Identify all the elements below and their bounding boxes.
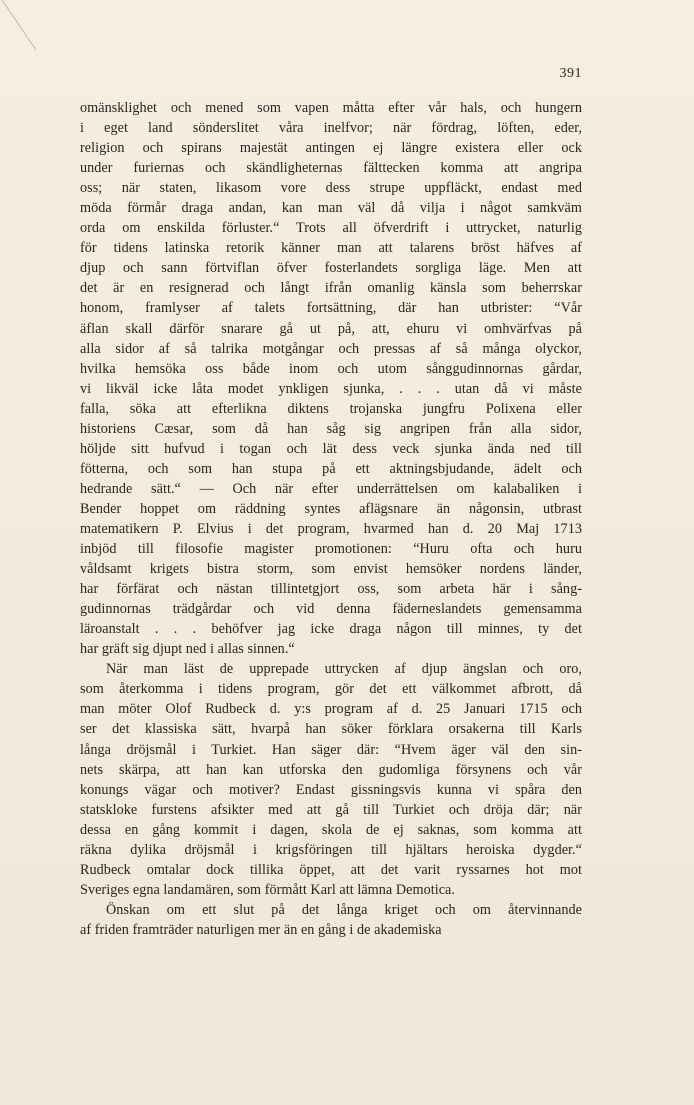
text-line: höljde sitt hufvud i togan och lät dess veck sjunka ända ned till (80, 440, 582, 457)
text-line: läroanstalt . . . behöfver jag icke draga någon till minnes, ty det (80, 621, 582, 638)
body-text (80, 98, 582, 940)
text-line: alla sidor af så talrika motgångar och pressas af så många olyckor, (80, 340, 582, 357)
text-line: Önskan om ett slut på det långa kriget och om återvinnande (106, 901, 582, 918)
text-line: Bender hoppet om räddning syntes aflägsnare än någonsin, utbrast (80, 500, 582, 517)
text-line: orda om enskilda förluster.“ Trots all öfverdrift i uttrycket, naturlig (80, 220, 582, 237)
text-line: konungs vägar och motiver? Endast gissningsvis kunna vi spåra den (80, 781, 582, 798)
text-line: oss; när staten, likasom vore dess strupe uppfläckt, endast med (80, 180, 582, 197)
text-line: matematikern P. Elvius i det program, hvarmed han d. 20 Maj 1713 (80, 520, 582, 537)
text-line: Rudbeck omtalar dock tillika öppet, att det varit ryssarnes hot mot (80, 861, 582, 878)
text-line: våldsamt krigets bistra storm, som envist hemsöker nordens länder, (80, 561, 582, 578)
text-line: har förfärat och nästan tillintetgjort oss, som arbeta här i sång- (80, 581, 582, 598)
text-line: dessa en gång kommit i dagen, skola de ej saknas, som komma att (80, 821, 582, 838)
text-line: möda förmår draga andan, kan man väl då vilja i något samkväm (80, 200, 582, 217)
text-line: När man läst de upprepade uttrycken af djup ängslan och oro, (106, 661, 582, 678)
text-line: omänsklighet och mened som vapen måtta efter vår hals, och hungern (80, 100, 582, 116)
text-line: det är en resignerad och långt ifrån omanlig känsla som beherrskar (80, 280, 582, 297)
text-line: inbjöd till filosofie magister promotionen: “Huru ofta och huru (80, 541, 582, 558)
text-line: djup och sann förtviflan öfver fosterlandets sorgliga läge. Men att (80, 260, 582, 277)
text-line: för tidens latinska retorik känner man att talarens bröst häfves af (80, 240, 582, 257)
text-line: långa dröjsmål i Turkiet. Han säger där: “Hvem äger väl den sin- (80, 741, 582, 758)
text-line: har gräft sig djupt ned i allas sinnen.“ (80, 641, 295, 658)
text-line: hedrande sätt.“ — Och när efter underrättelsen om kalabaliken i (80, 480, 582, 497)
text-line: historiens Cæsar, som då han såg sig angripen från alla sidor, (80, 420, 582, 437)
text-line: under furiernas och skändligheternas fälttecken komma att angripa (80, 160, 582, 177)
text-line: äflan skall därför snarare gå ut på, att, ehuru vi omhvärfvas på (80, 320, 582, 337)
page-corner-crease (0, 0, 60, 60)
text-line: vi likväl icke låta modet ynkligen sjunka, . . . utan då vi måste (80, 380, 582, 397)
text-line: Sveriges egna landamären, som förmått Karl att lämna Demotica. (80, 881, 455, 898)
text-line: man möter Olof Rudbeck d. y:s program af d. 25 Januari 1715 och (80, 701, 582, 718)
text-line: af friden framträder naturligen mer än en gång i de akademiska (80, 921, 442, 938)
page-number: 391 (559, 66, 582, 81)
text-line: räkna dylika dröjsmål i krigsföringen till hjältars heroiska dygder.“ (80, 841, 582, 858)
text-line: som återkomma i tidens program, gör det ett välkommet afbrott, då (80, 681, 582, 698)
text-line: hvilka hemsöka oss både inom och utom sånggudinnornas gårdar, (80, 360, 582, 377)
text-line: ser det klassiska sätt, hvarpå han söker förklara orsakerna till Karls (80, 721, 582, 738)
text-line: honom, framlyser af talets fortsättning, där han utbrister: “Vår (80, 300, 582, 317)
text-line: i eget land sönderslitet våra inelfvor; när fördrag, löften, eder, (80, 120, 582, 137)
text-line: fötterna, och som han stupa på ett aktningsbjudande, ädelt och (80, 460, 582, 477)
text-line: falla, söka att efterlikna diktens trojanska jungfru Polixena eller (80, 400, 582, 417)
text-line: nets skärpa, att han kan utforska den gudomliga försynens och vår (80, 761, 582, 778)
text-line: gudinnornas trädgårdar och vid denna fäderneslandets gemensamma (80, 601, 582, 618)
text-line: religion och spirans majestät antingen ej längre existera eller ock (80, 140, 582, 157)
text-line: statskloke furstens afsikter med att gå till Turkiet och dröja där; när (80, 801, 582, 818)
